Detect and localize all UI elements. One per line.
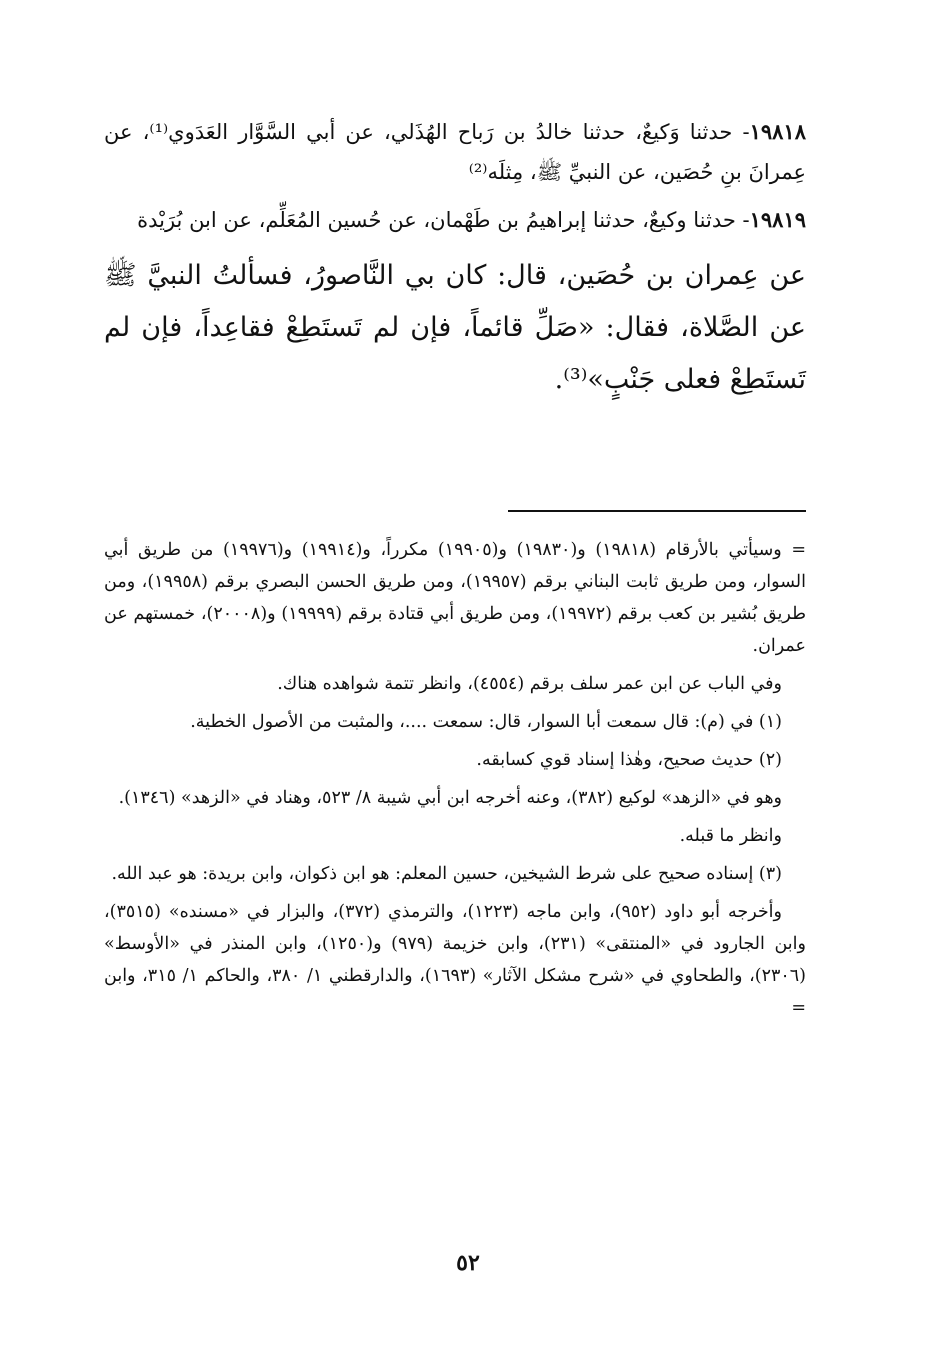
hadith-number: ١٩٨١٨ [749, 119, 806, 144]
footnote-paragraph: وانظر ما قبله. [679, 826, 782, 846]
footnotes [104, 534, 806, 1030]
footnote-1: (١) في (م): قال سمعت أبا السوار، قال: سمعت ....، والمثبت من الأصول الخطية. [190, 712, 782, 732]
footnote-2: (٢) حديث صحيح، وهٰذا إسناد قوي كسابقه. [476, 750, 782, 770]
hadith-19819 [104, 200, 806, 240]
hadith-matn: عن عِمران بن حُصَين، قال: كان بي النَّاصورُ، فسألتُ النبيَّ ﷺ عن الصَّلاة، فقال: «صَلِّ قائماً، فإن لم تَستَطِعْ فقاعِداً، فإن لم تَستَطِعْ فعلى جَنْبٍ»⁽³⁾. [104, 260, 806, 395]
footnote-paragraph: وهو في «الزهد» لوكيع (٣٨٢)، وعنه أخرجه ابن أبي شيبة ٨/ ٥٢٣، وهناد في «الزهد» (١٣٤٦). [118, 788, 782, 808]
footnote-paragraph: وأخرجه أبو داود (٩٥٢)، وابن ماجه (١٢٢٣)، والترمذي (٣٧٢)، والبزار في «مسنده» (٣٥١٥)، وابن الجارود في «المنتقى» (٢٣١)، وابن خزيمة (٩٧٩) و(١٢٥٠)، وابن المنذر في «الأوسط» (٢٣٠٦)، والطحاوي في «شرح مشكل الآثار» (١٦٩٣)، والدارقطني ١/ ٣٨٠، والحاكم ١/ ٣١٥، وابن = [104, 902, 806, 1018]
hadith-19818 [104, 112, 806, 192]
page-number: ٥٢ [456, 1250, 480, 1276]
hadith-number: ١٩٨١٩ [749, 207, 806, 232]
hadith-text: - حدثنا وكيعٌ، حدثنا إبراهيمُ بن طَهْمان، عن حُسين المُعَلِّم، عن ابن بُرَيْدة [137, 208, 750, 232]
hadith-text: - حدثنا وَكيعٌ، حدثنا خالدُ بن رَباح الهُذَلي، عن أبي السَّوَّار العَدَوي⁽¹⁾، عن عِمرانَ بنِ حُصَين، عن النبيِّ ﷺ، مِثلَه⁽²⁾ [104, 120, 806, 184]
footnote-divider [508, 510, 806, 512]
footnote-3: (٣) إسناده صحيح على شرط الشيخين، حسين المعلم: هو ابن ذكوان، وابن بريدة: هو عبد الله. [111, 864, 782, 884]
footnote-continuation: = وسيأتي بالأرقام (١٩٨١٨) و(١٩٨٣٠) و(١٩٩٠٥) مكرراً، و(١٩٩١٤) و(١٩٩٧٦) من طريق أبي السوار، ومن طريق ثابت البناني برقم (١٩٩٥٧)، ومن طريق الحسن البصري برقم (١٩٩٥٨)، ومن طريق بُشير بن كعب برقم (١٩٩٧٢)، ومن طريق أبي قتادة برقم (١٩٩٩٩) و(٢٠٠٠٨)، خمستهم عن عمران. [104, 540, 806, 656]
footnote-paragraph: وفي الباب عن ابن عمر سلف برقم (٤٥٥٤)، وانظر تتمة شواهده هناك. [277, 674, 782, 694]
